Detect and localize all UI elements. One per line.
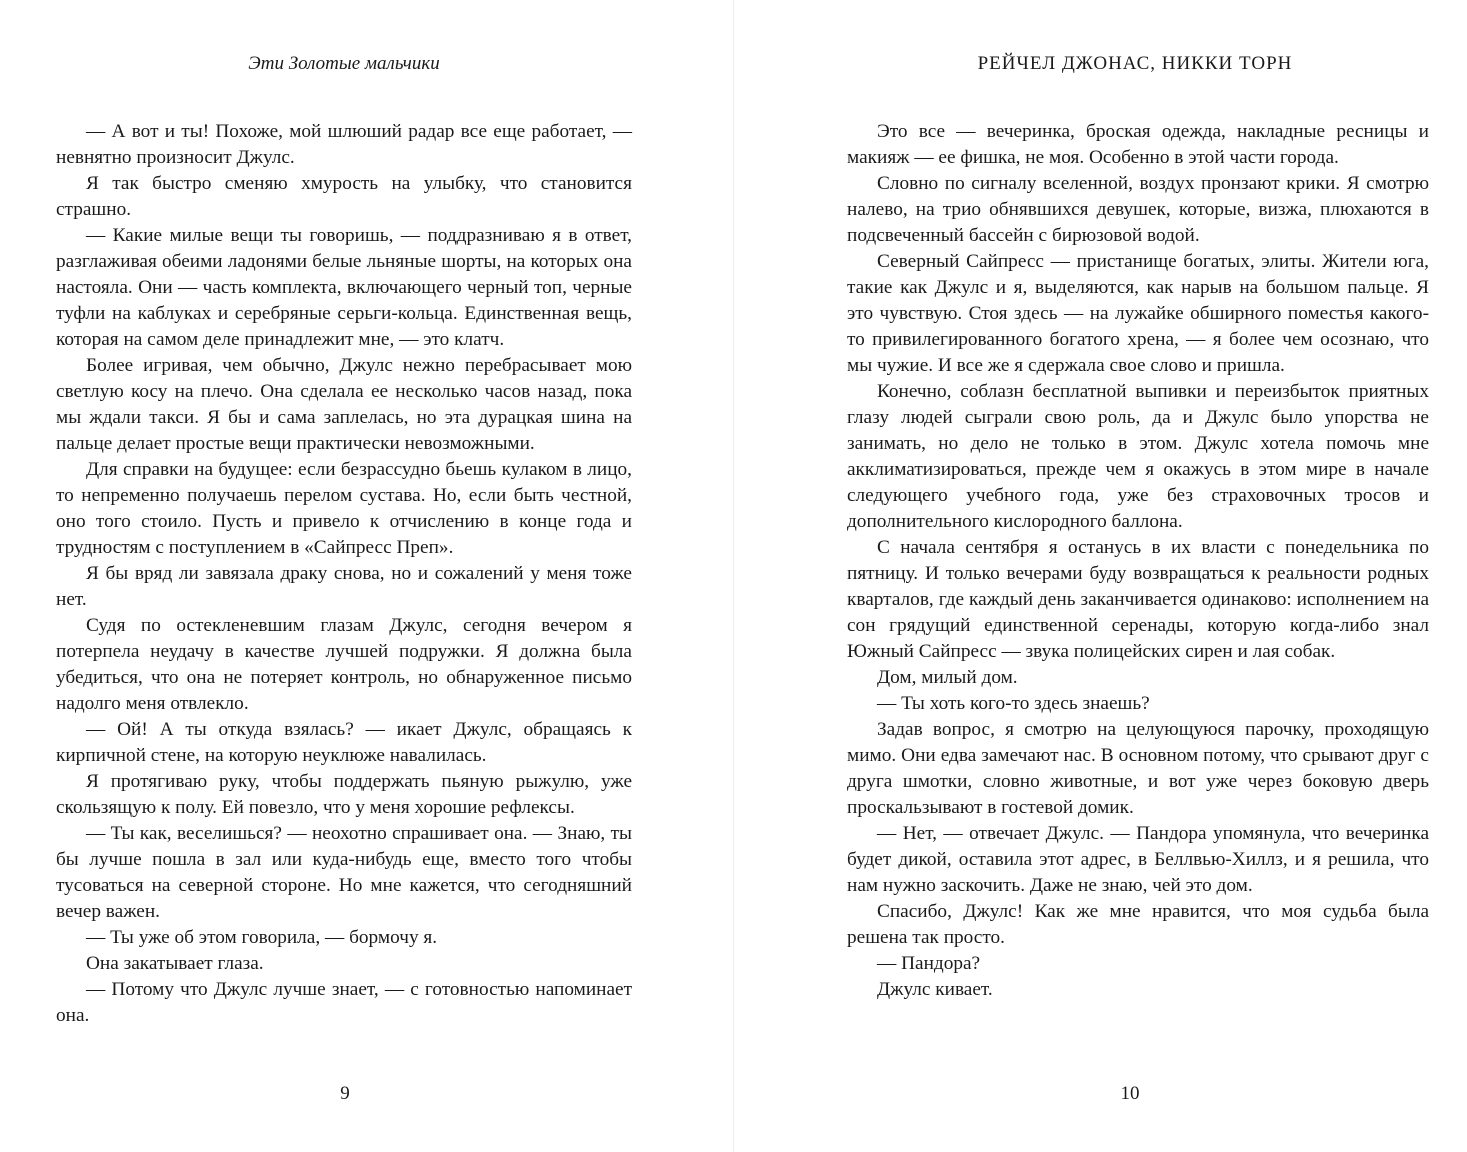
- paragraph: — Ты уже об этом говорила, — бормочу я.: [86, 927, 438, 948]
- paragraph: Словно по сигналу вселенной, воздух пронзают крики. Я смотрю налево, на трио обнявшихся девушек, которые, визжа, плюхаются в подсвеченный бассейн с бирюзовой водой.: [847, 173, 1429, 246]
- paragraph: — Какие милые вещи ты говоришь, — поддразниваю я в ответ, разглаживая обеими ладонями белые льняные шорты, на которых она настояла. Они — часть комплекта, включающего черный топ, черные туфли на каблуках и серебряные серьги-кольца. Единственная вещь, которая на самом деле принадлежит мне, — это клатч.: [56, 225, 632, 350]
- paragraph: Конечно, соблазн бесплатной выпивки и переизбыток приятных глазу людей сыграли свою роль, да и Джулс было упорства не занимать, но дело не только в этом. Джулс хотела помочь мне акклиматизироваться, прежде чем я окажусь в этом мире в начале следующего учебного года, уже без страховочных тросов и дополнительного кислородного баллона.: [847, 381, 1429, 532]
- paragraph: — Нет, — отвечает Джулс. — Пандора упомянула, что вечеринка будет дикой, оставила этот адрес, в Беллвью-Хиллз, и я решила, что нам нужно заскочить. Даже не знаю, чей это дом.: [847, 823, 1429, 896]
- paragraph: Северный Сайпресс — пристанище богатых, элиты. Жители юга, такие как Джулс и я, выделяются, как нарыв на большом пальце. Я это чувствую. Стоя здесь — на лужайке обширного поместья какого-то привилегированного богатого хрена, — я более чем осознаю, что мы чужие. И все же я сдержала свое слово и пришла.: [847, 251, 1429, 376]
- left-page-text: [56, 119, 632, 1029]
- paragraph: — Потому что Джулс лучше знает, — с готовностью напоминает она.: [56, 979, 632, 1026]
- right-page: [733, 0, 1466, 1152]
- paragraph: Для справки на будущее: если безрассудно бьешь кулаком в лицо, то непременно получаешь перелом сустава. Но, если быть честной, оно того стоило. Пусть и привело к отчислению в конце года и трудностям с поступлением в «Сайпресс Преп».: [56, 459, 632, 558]
- paragraph: Дом, милый дом.: [877, 667, 1018, 688]
- paragraph: — Ты хоть кого-то здесь знаешь?: [877, 693, 1150, 714]
- paragraph: — Ты как, веселишься? — неохотно спрашивает она. — Знаю, ты бы лучше пошла в зал или куда-нибудь еще, вместо того чтобы тусоваться на северной стороне. Но мне кажется, что сегодняшний вечер важен.: [56, 823, 632, 922]
- paragraph: Это все — вечеринка, броская одежда, накладные ресницы и макияж — ее фишка, не моя. Особенно в этой части города.: [847, 121, 1429, 168]
- running-head-authors: РЕЙЧЕЛ ДЖОНАС, НИККИ ТОРН: [977, 53, 1293, 74]
- paragraph: — А вот и ты! Похоже, мой шлюший радар все еще работает, — невнятно произносит Джулс.: [56, 121, 632, 168]
- paragraph: Судя по остекленевшим глазам Джулс, сегодня вечером я потерпела неудачу в качестве лучшей подружки. Я должна была убедиться, что она не потеряет контроль, но обнаруженное письмо надолго меня отвлекло.: [56, 615, 632, 714]
- left-page: [0, 0, 733, 1152]
- paragraph: — Пандора?: [877, 953, 981, 974]
- page-number: 9: [340, 1083, 350, 1104]
- running-head-book-title: Эти Золотые мальчики: [248, 53, 440, 74]
- paragraph: Задав вопрос, я смотрю на целующуюся парочку, проходящую мимо. Они едва замечают нас. В основном потому, что срывают друг с друга шмотки, словно животные, и вот уже через боковую дверь проскальзывают в гостевой домик.: [847, 719, 1429, 818]
- right-page-text: [847, 119, 1429, 1003]
- paragraph: Более игривая, чем обычно, Джулс нежно перебрасывает мою светлую косу на плечо. Она сделала ее несколько часов назад, пока мы ждали такси. Я бы и сама заплелась, но эта дурацкая шина на пальце делает простые вещи практически невозможными.: [56, 355, 632, 454]
- paragraph: Я так быстро сменяю хмурость на улыбку, что становится страшно.: [56, 173, 632, 220]
- paragraph: Джулс кивает.: [877, 979, 993, 1000]
- paragraph: Спасибо, Джулс! Как же мне нравится, что моя судьба была решена так просто.: [847, 901, 1429, 948]
- paragraph: — Ой! А ты откуда взялась? — икает Джулс, обращаясь к кирпичной стене, на которую неуклюже навалилась.: [56, 719, 632, 766]
- paragraph: С начала сентября я останусь в их власти с понедельника по пятницу. И только вечерами буду возвращаться к реальности родных кварталов, где каждый день заканчивается одинаково: исполнением на сон грядущий единственной серенады, которую когда-либо знал Южный Сайпресс — звука полицейских сирен и лая собак.: [847, 537, 1429, 662]
- page-number: 10: [1120, 1083, 1140, 1104]
- paragraph: Я протягиваю руку, чтобы поддержать пьяную рыжулю, уже скользящую к полу. Ей повезло, что у меня хорошие рефлексы.: [56, 771, 632, 818]
- paragraph: Она закатывает глаза.: [86, 953, 264, 974]
- paragraph: Я бы вряд ли завязала драку снова, но и сожалений у меня тоже нет.: [56, 563, 632, 610]
